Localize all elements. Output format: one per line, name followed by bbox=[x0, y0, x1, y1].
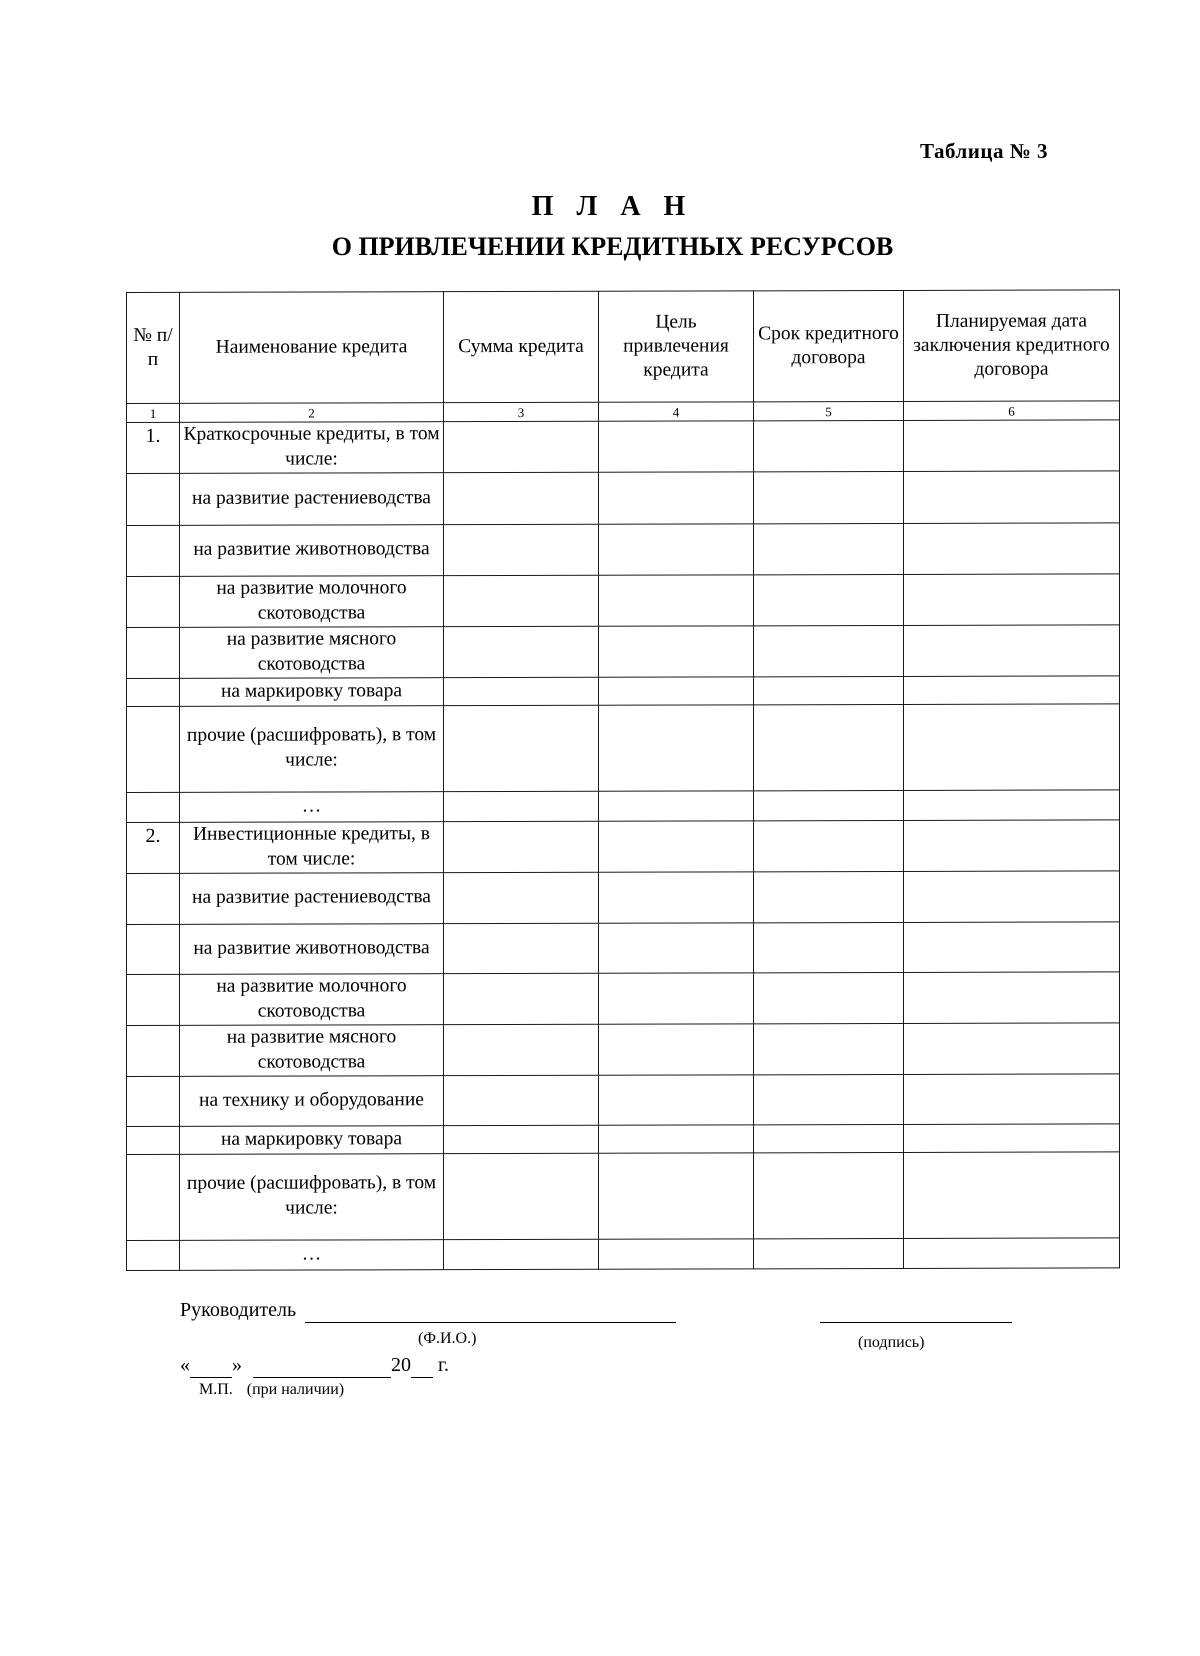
table-row bbox=[127, 1151, 1120, 1240]
term-cell[interactable] bbox=[754, 790, 904, 820]
row-number-cell bbox=[127, 525, 180, 576]
column-number-cell: 5 bbox=[754, 401, 904, 420]
term-cell[interactable] bbox=[754, 574, 904, 625]
table-body bbox=[127, 420, 1120, 1270]
head-signature-line bbox=[180, 1299, 676, 1323]
term-cell[interactable] bbox=[754, 704, 904, 790]
amount-cell[interactable] bbox=[444, 923, 599, 973]
head-label: Руководитель bbox=[180, 1299, 297, 1321]
amount-cell[interactable] bbox=[444, 705, 599, 791]
planned-date-cell[interactable] bbox=[904, 1151, 1120, 1238]
row-number-cell bbox=[127, 924, 180, 974]
stamp-note: (при наличии) bbox=[246, 1381, 345, 1398]
amount-cell[interactable] bbox=[444, 575, 599, 626]
stamp-label: М.П. bbox=[199, 1381, 233, 1398]
credit-name-cell: на развитие молочного скотоводства bbox=[180, 973, 444, 1025]
credit-name-cell: прочие (расшифровать), в том числе: bbox=[180, 1153, 444, 1240]
credit-name-cell: на технику и оборудование bbox=[180, 1075, 444, 1126]
table-row bbox=[127, 1237, 1120, 1270]
column-number-cell: 2 bbox=[180, 403, 444, 423]
row-number-cell bbox=[127, 473, 180, 525]
table-row bbox=[127, 922, 1120, 975]
credit-plan-table bbox=[126, 289, 1120, 1270]
table-row bbox=[127, 790, 1120, 823]
planned-date-cell[interactable] bbox=[904, 420, 1120, 471]
amount-cell[interactable] bbox=[444, 1075, 599, 1125]
row-number-cell bbox=[127, 576, 180, 627]
purpose-cell[interactable] bbox=[599, 524, 754, 575]
term-cell[interactable] bbox=[754, 820, 904, 871]
stamp-line bbox=[199, 1381, 344, 1399]
credit-name-cell: на маркировку товара bbox=[180, 1125, 444, 1154]
credit-name-cell: на развитие животноводства bbox=[180, 525, 444, 577]
amount-cell[interactable] bbox=[444, 421, 599, 472]
table-row bbox=[127, 676, 1120, 707]
head-name-blank bbox=[305, 1299, 676, 1323]
purpose-cell[interactable] bbox=[599, 1074, 754, 1124]
table-row bbox=[127, 471, 1120, 526]
credit-name-cell: на развитие животноводства bbox=[180, 923, 444, 974]
planned-date-cell[interactable] bbox=[904, 625, 1120, 676]
header-cell: Наименование кредита bbox=[180, 292, 444, 404]
header-cell: № п/п bbox=[127, 292, 180, 403]
column-number-cell: 4 bbox=[599, 402, 754, 421]
purpose-cell[interactable] bbox=[599, 575, 754, 626]
purpose-cell[interactable] bbox=[599, 421, 754, 472]
signature-caption: (подпись) bbox=[858, 1334, 925, 1351]
row-number-cell bbox=[127, 1076, 180, 1126]
header-cell: Сумма кредита bbox=[444, 291, 599, 402]
term-cell[interactable] bbox=[754, 523, 904, 574]
amount-cell[interactable] bbox=[444, 1239, 599, 1269]
table-row bbox=[127, 574, 1120, 628]
credit-name-cell: на маркировку товара bbox=[180, 677, 444, 706]
credit-name-cell: на развитие молочного скотоводства bbox=[180, 576, 444, 628]
credit-name-cell: на развитие мясного скотоводства bbox=[180, 626, 444, 678]
purpose-cell[interactable] bbox=[599, 972, 754, 1023]
table-header-row bbox=[127, 290, 1120, 404]
amount-cell[interactable] bbox=[444, 1024, 599, 1075]
date-year-blank bbox=[411, 1354, 433, 1378]
purpose-cell[interactable] bbox=[599, 821, 754, 872]
planned-date-cell[interactable] bbox=[904, 574, 1120, 625]
table-number: Таблица № 3 bbox=[920, 139, 1049, 163]
credit-name-cell: на развитие растениеводства bbox=[180, 872, 444, 924]
table-row bbox=[127, 1123, 1120, 1154]
row-number-cell bbox=[127, 1025, 180, 1076]
column-number-cell: 6 bbox=[904, 401, 1120, 421]
table-row bbox=[127, 1022, 1120, 1076]
planned-date-cell[interactable] bbox=[904, 676, 1120, 705]
term-cell[interactable] bbox=[754, 1152, 904, 1238]
fio-caption: (Ф.И.О.) bbox=[418, 1330, 477, 1347]
planned-date-cell[interactable] bbox=[904, 1123, 1120, 1152]
credit-name-cell: … bbox=[180, 791, 444, 822]
row-number-cell: 1. bbox=[127, 422, 180, 473]
term-cell[interactable] bbox=[754, 1074, 904, 1124]
row-number-cell bbox=[127, 1154, 180, 1240]
planned-date-cell[interactable] bbox=[904, 1022, 1120, 1074]
credit-name-cell: на развитие мясного скотоводства bbox=[180, 1024, 444, 1076]
term-cell[interactable] bbox=[754, 625, 904, 676]
credit-name-cell: Краткосрочные кредиты, в том числе: bbox=[180, 422, 444, 474]
term-cell[interactable] bbox=[754, 1023, 904, 1074]
amount-cell[interactable] bbox=[444, 872, 599, 923]
purpose-cell[interactable] bbox=[599, 922, 754, 972]
term-cell[interactable] bbox=[754, 1238, 904, 1268]
planned-date-cell[interactable] bbox=[904, 1073, 1120, 1124]
signature-blank-wrap bbox=[820, 1299, 1012, 1323]
column-number-cell: 1 bbox=[127, 403, 180, 422]
planned-date-cell[interactable] bbox=[904, 820, 1120, 871]
purpose-cell[interactable] bbox=[599, 677, 754, 705]
purpose-cell[interactable] bbox=[599, 1152, 754, 1238]
table-row bbox=[127, 871, 1120, 925]
date-year-suffix: г. bbox=[438, 1354, 449, 1376]
column-number-row bbox=[127, 401, 1120, 423]
row-number-cell bbox=[127, 678, 180, 706]
table-row bbox=[127, 704, 1120, 793]
planned-date-cell[interactable] bbox=[904, 704, 1120, 791]
row-number-cell: 2. bbox=[127, 822, 180, 873]
purpose-cell[interactable] bbox=[599, 871, 754, 922]
header-cell: Планируемая дата заключения кредитного договора bbox=[904, 290, 1120, 402]
date-open-quote: « bbox=[180, 1354, 190, 1376]
amount-cell[interactable] bbox=[444, 1125, 599, 1153]
header-cell: Цель привлечения кредита bbox=[599, 291, 754, 402]
table-row bbox=[127, 523, 1120, 577]
date-day-blank bbox=[190, 1354, 232, 1378]
term-cell[interactable] bbox=[754, 871, 904, 922]
document-subtitle: О ПРИВЛЕЧЕНИИ КРЕДИТНЫХ РЕСУРСОВ bbox=[331, 232, 894, 261]
date-month-blank bbox=[253, 1354, 391, 1378]
date-line bbox=[180, 1354, 449, 1378]
row-number-cell bbox=[127, 974, 180, 1025]
row-number-cell bbox=[127, 792, 180, 822]
row-number-cell bbox=[127, 1240, 180, 1270]
row-number-cell bbox=[127, 706, 180, 792]
row-number-cell bbox=[127, 873, 180, 924]
amount-cell[interactable] bbox=[444, 626, 599, 677]
credit-name-cell: прочие (расшифровать), в том числе: bbox=[180, 705, 444, 792]
planned-date-cell[interactable] bbox=[904, 1237, 1120, 1268]
table-row bbox=[127, 625, 1120, 679]
document-title: П Л А Н bbox=[531, 191, 694, 222]
table-row bbox=[127, 972, 1120, 1026]
term-cell[interactable] bbox=[754, 1124, 904, 1152]
purpose-cell[interactable] bbox=[599, 1124, 754, 1152]
signature-blank bbox=[820, 1299, 1012, 1323]
purpose-cell[interactable] bbox=[599, 791, 754, 821]
planned-date-cell[interactable] bbox=[904, 471, 1120, 524]
amount-cell[interactable] bbox=[444, 821, 599, 872]
purpose-cell[interactable] bbox=[599, 1023, 754, 1074]
amount-cell[interactable] bbox=[444, 524, 599, 575]
planned-date-cell[interactable] bbox=[904, 523, 1120, 575]
term-cell[interactable] bbox=[754, 922, 904, 972]
row-number-cell bbox=[127, 627, 180, 678]
table-row bbox=[127, 420, 1120, 474]
purpose-cell[interactable] bbox=[599, 1238, 754, 1268]
header-cell: Срок кредитного договора bbox=[754, 290, 904, 401]
planned-date-cell[interactable] bbox=[904, 871, 1120, 923]
planned-date-cell[interactable] bbox=[904, 972, 1120, 1023]
term-cell[interactable] bbox=[754, 972, 904, 1023]
term-cell[interactable] bbox=[754, 471, 904, 523]
amount-cell[interactable] bbox=[444, 791, 599, 821]
purpose-cell[interactable] bbox=[599, 705, 754, 791]
date-close-quote: » bbox=[232, 1354, 242, 1376]
amount-cell[interactable] bbox=[444, 472, 599, 524]
planned-date-cell[interactable] bbox=[904, 790, 1120, 821]
column-number-cell: 3 bbox=[444, 402, 599, 421]
term-cell[interactable] bbox=[754, 420, 904, 471]
amount-cell[interactable] bbox=[444, 973, 599, 1024]
term-cell[interactable] bbox=[754, 676, 904, 704]
amount-cell[interactable] bbox=[444, 677, 599, 705]
purpose-cell[interactable] bbox=[599, 626, 754, 677]
credit-name-cell: на развитие растениеводства bbox=[180, 473, 444, 526]
table-row bbox=[127, 820, 1120, 874]
date-year-prefix: 20 bbox=[391, 1354, 411, 1376]
table-row bbox=[127, 1073, 1120, 1126]
credit-name-cell: … bbox=[180, 1239, 444, 1270]
purpose-cell[interactable] bbox=[599, 472, 754, 524]
row-number-cell bbox=[127, 1126, 180, 1154]
credit-name-cell: Инвестиционные кредиты, в том числе: bbox=[180, 821, 444, 873]
amount-cell[interactable] bbox=[444, 1153, 599, 1239]
planned-date-cell[interactable] bbox=[904, 922, 1120, 973]
